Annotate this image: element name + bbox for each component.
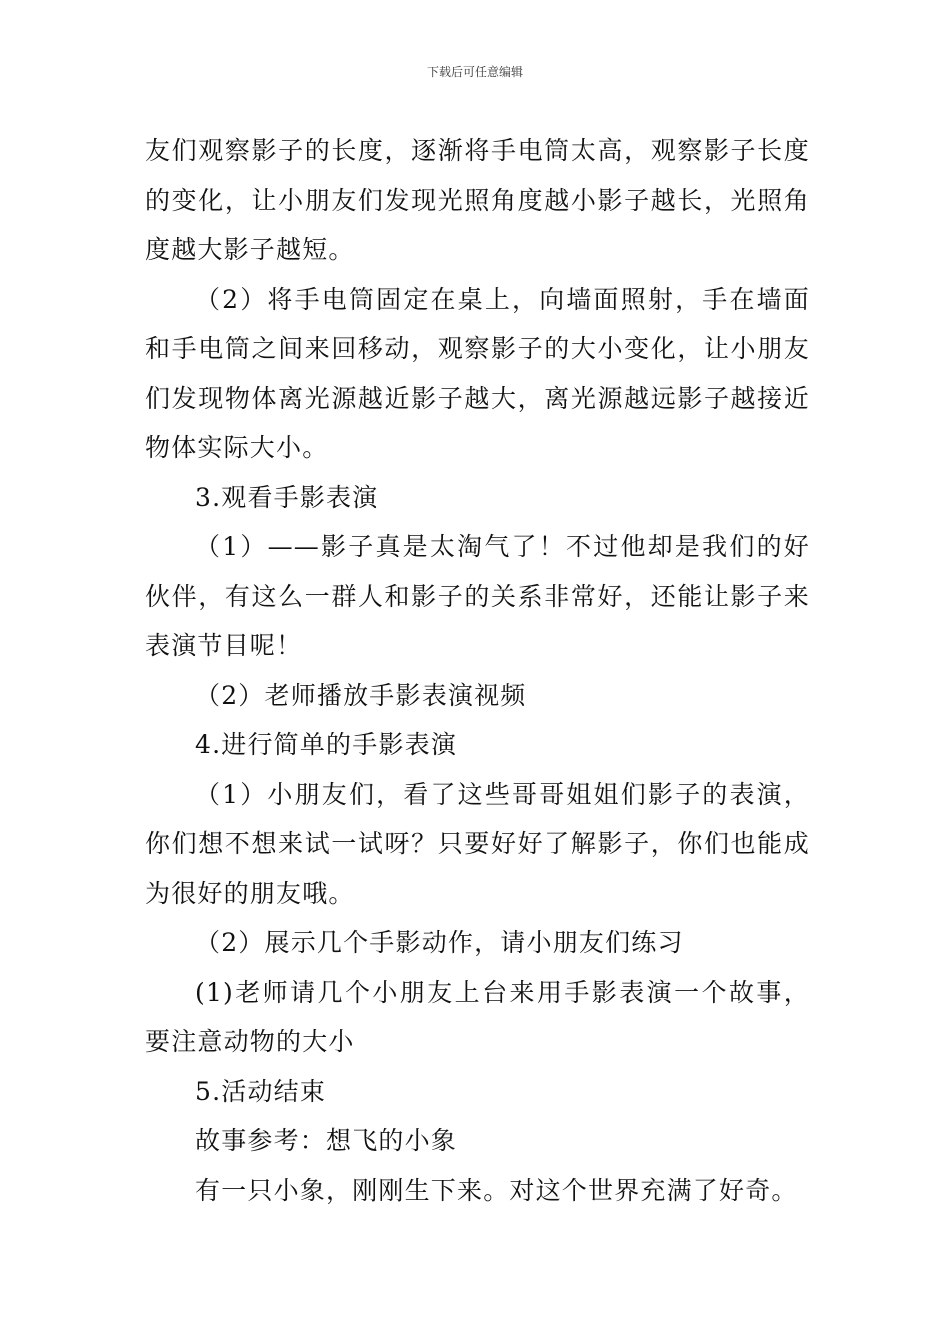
section-heading-3: 3.观看手影表演 [195,482,379,512]
paragraph-5: （2）老师播放手影表演视频 [195,680,527,710]
paragraph-8: （2）展示几个手影动作，请小朋友们练习 [195,928,684,957]
paragraph-4: （1）——影子真是太淘气了！不过他却是我们的好伙伴，有这么一群人和影子的关系非常好，还能让影子来表演节目呢！ [145,532,810,660]
story-paragraph-1: 有一只小象，刚刚生下来。对这个世界充满了好奇。 [195,1175,798,1205]
section-heading-4: 4.进行简单的手影表演 [195,730,458,759]
paragraph-9: (1)老师请几个小朋友上台来用手影表演一个故事，要注意动物的大小 [145,977,810,1056]
section-heading-5: 5.活动结束 [195,1076,327,1106]
story-title: 故事参考：想飞的小象 [195,1126,458,1155]
paragraph-1: 友们观察影子的长度，逐渐将手电筒太高，观察影子长度的变化，让小朋友们发现光照角度越小影子越长，光照角度越大影子越短。 [145,136,810,264]
page-header: 下载后可任意编辑 [426,65,523,79]
document-body [145,126,810,1215]
paragraph-2: （2）将手电筒固定在桌上，向墙面照射，手在墙面和手电筒之间来回移动，观察影子的大小变化，让小朋友们发现物体离光源越近影子越大，离光源越远影子越接近物体实际大小。 [145,284,810,462]
paragraph-7: （1）小朋友们，看了这些哥哥姐姐们影子的表演，你们想不想来试一试呀？只要好好了解影子，你们也能成为很好的朋友哦。 [145,779,810,908]
